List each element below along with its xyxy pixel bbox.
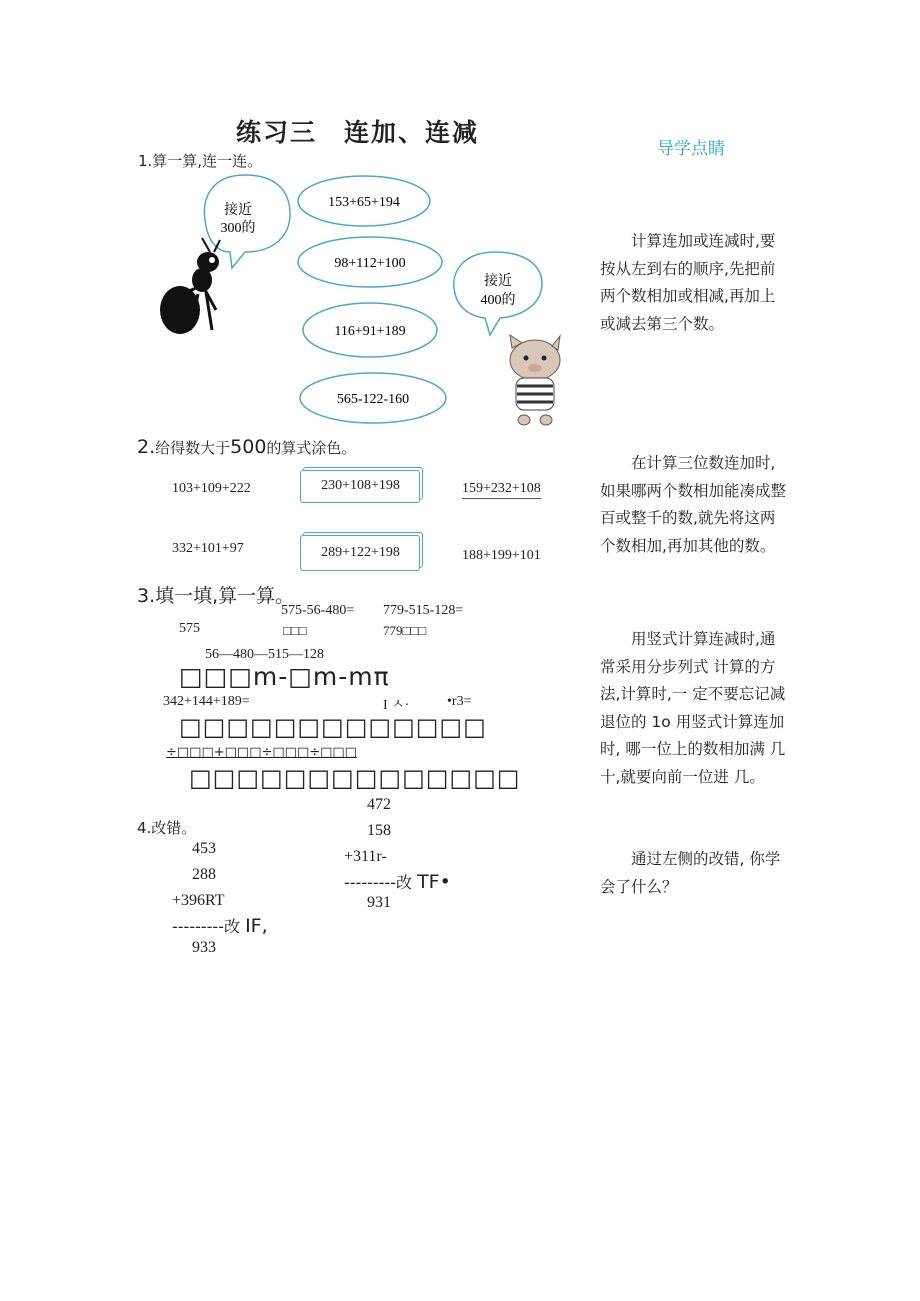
q1-label: 1.算一算,连一连。: [138, 152, 263, 170]
ant-bubble-line1: 接近: [224, 203, 252, 218]
q4-left-correction: [172, 914, 268, 937]
q4-left-result: 933: [192, 939, 216, 956]
q2-item-6[interactable]: 188+199+101: [462, 548, 541, 563]
q3-label: [137, 581, 294, 608]
page-title: 练习三 连加、连减: [236, 118, 480, 147]
q2-label-num: 500: [230, 436, 267, 458]
q4-left-line: ---------改: [172, 917, 240, 936]
pig-illustration: [510, 335, 560, 425]
q2-label-prefix: 2.: [137, 436, 156, 458]
q4-right-n2: 158: [367, 822, 391, 839]
q3-box-row-2[interactable]: □□□□□□□□□□□□□: [179, 713, 487, 741]
expression-2: 98+112+100: [334, 256, 406, 271]
q3-expr-b: 779-515-128=: [383, 603, 464, 618]
q2-item-2: 230+108+198: [321, 478, 400, 493]
q4-left-n1: 453: [192, 840, 216, 857]
q4-label: 4.改错。: [137, 819, 197, 837]
q4-left-n2: 288: [192, 866, 216, 883]
q2-item-5: 289+122+198: [321, 545, 400, 560]
ant-bubble-line2: 300的: [220, 221, 256, 236]
q2-highlight-box-1[interactable]: [300, 467, 423, 503]
q4-left-n3: +396RT: [172, 892, 225, 909]
q2-item-1[interactable]: 103+109+222: [172, 481, 251, 496]
q2-label-text: 给得数大于: [155, 439, 231, 457]
tip-4: 通过左侧的改错, 你学会了什么？: [600, 850, 781, 896]
q3-expr-b-boxes[interactable]: 779□□□: [383, 623, 427, 638]
ant-illustration: [160, 238, 220, 334]
q3-expr-c-right: •r3=: [447, 694, 472, 709]
q2-item-3[interactable]: 159+232+108: [462, 481, 541, 499]
q3-expr-a-boxes[interactable]: □□□: [283, 623, 307, 638]
tip-2: 在计算三位数连加时,如果哪两个数相加能凑成整百或整千的数,就先将这两个数相加,再加其他的数。: [600, 454, 787, 555]
q3-expr-c-mid: I ㅅ·: [383, 698, 410, 713]
q4-right-line: ---------改: [344, 873, 412, 892]
q3-chain: 56—480—515—128: [205, 647, 324, 662]
q2-label-suffix: 的算式涂色。: [266, 439, 357, 457]
q3-label-text: 3.填一填,算一算。: [137, 585, 295, 607]
q1-illustration: [150, 170, 570, 435]
q3-box-row-1[interactable]: □□□m-□m-mπ: [179, 662, 390, 691]
q4-right-n1: 472: [367, 796, 391, 813]
guide-heading: 导学点睛: [657, 139, 725, 159]
q2-label: [137, 436, 356, 458]
q2-highlight-box-2[interactable]: [300, 532, 423, 572]
q4-left-fix: IF,: [245, 915, 268, 937]
q3-line-575: 575: [179, 621, 200, 636]
q4-right-fix: TF•: [417, 871, 451, 893]
q3-box-row-3[interactable]: □□□□□□□□□□□□□□: [189, 764, 521, 792]
q3-small-row: ÷□□□+□□□÷□□□÷□□□: [166, 745, 357, 760]
q4-right-correction: [344, 870, 451, 893]
expression-3: 116+91+189: [334, 324, 406, 339]
q4-right-n3: +311r-: [344, 848, 387, 865]
tip-3: 用竖式计算连减时,通常采用分步列式 计算的方法,计算时,一 定不要忘记减退位的 1o 用竖式计算连加时, 哪一位上的数相加满 几十,就要向前一位进 几。: [600, 630, 786, 786]
q3-expr-c: 342+144+189=: [163, 694, 250, 709]
q2-item-4[interactable]: 332+101+97: [172, 541, 244, 556]
expression-1: 153+65+194: [328, 195, 400, 210]
pig-bubble-line1: 接近: [484, 274, 512, 289]
q4-right-result: 931: [367, 894, 391, 911]
pig-bubble-line2: 400的: [480, 293, 516, 308]
tip-1: 计算连加或连减时,要按从左到右的顺序,先把前两个数相加或相减,再加上或减去第三个数。: [600, 232, 776, 333]
expression-4: 565-122-160: [336, 392, 410, 407]
q3-expr-a: 575-56-480=: [281, 603, 355, 618]
